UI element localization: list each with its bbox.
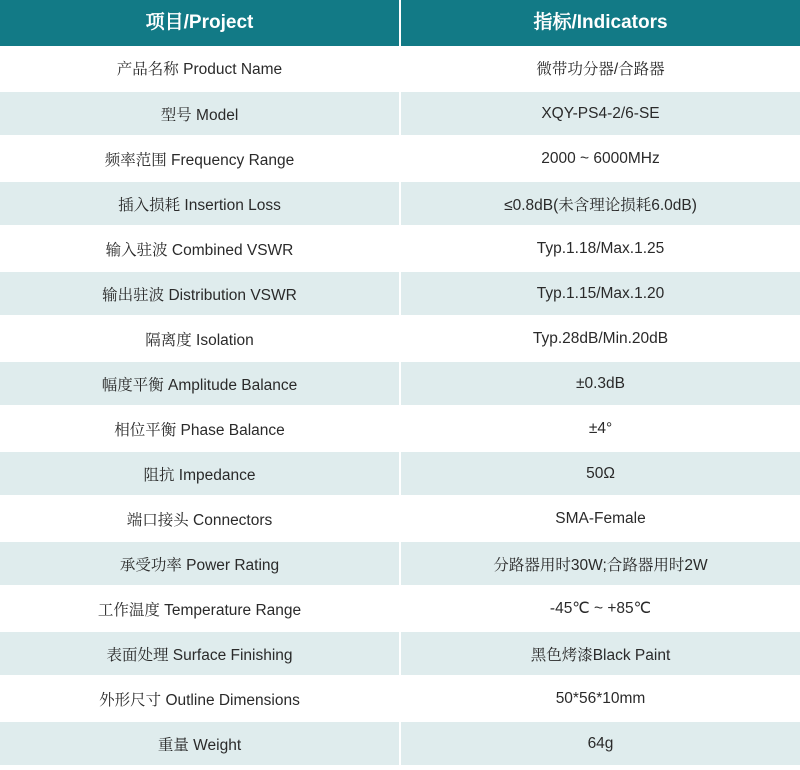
table-row [0,721,800,766]
table-row [0,361,800,406]
cell-project: 端口接头 Connectors [0,496,400,541]
cell-indicator: XQY-PS4-2/6-SE [400,91,800,136]
cell-indicator: 黑色烤漆Black Paint [400,631,800,676]
cell-indicator: Typ.28dB/Min.20dB [400,316,800,361]
cell-project: 型号 Model [0,91,400,136]
table-row [0,226,800,271]
cell-indicator: 50Ω [400,451,800,496]
table-row [0,541,800,586]
table-row [0,496,800,541]
table-row [0,676,800,721]
table-row [0,91,800,136]
cell-indicator: 2000 ~ 6000MHz [400,136,800,181]
cell-project: 承受功率 Power Rating [0,541,400,586]
cell-project: 幅度平衡 Amplitude Balance [0,361,400,406]
cell-indicator: SMA-Female [400,496,800,541]
table-row [0,406,800,451]
cell-project: 插入损耗 Insertion Loss [0,181,400,226]
table-header-row [0,0,800,46]
table-row [0,316,800,361]
cell-indicator: Typ.1.15/Max.1.20 [400,271,800,316]
cell-indicator: 微带功分器/合路器 [400,46,800,91]
table-row [0,451,800,496]
cell-project: 重量 Weight [0,721,400,766]
cell-project: 频率范围 Frequency Range [0,136,400,181]
table-row [0,46,800,91]
cell-project: 输入驻波 Combined VSWR [0,226,400,271]
cell-indicator: 分路器用时30W;合路器用时2W [400,541,800,586]
cell-project: 输出驻波 Distribution VSWR [0,271,400,316]
column-header-project: 项目/Project [0,0,400,46]
table-header [0,0,800,46]
table-row [0,271,800,316]
cell-project: 隔离度 Isolation [0,316,400,361]
cell-indicator: ±0.3dB [400,361,800,406]
cell-project: 阻抗 Impedance [0,451,400,496]
table-row [0,181,800,226]
table-row [0,631,800,676]
cell-project: 表面处理 Surface Finishing [0,631,400,676]
cell-indicator: 50*56*10mm [400,676,800,721]
cell-project: 工作温度 Temperature Range [0,586,400,631]
cell-indicator: -45℃ ~ +85℃ [400,586,800,631]
cell-indicator: 64g [400,721,800,766]
cell-indicator: ≤0.8dB(未含理论损耗6.0dB) [400,181,800,226]
cell-indicator: ±4° [400,406,800,451]
cell-indicator: Typ.1.18/Max.1.25 [400,226,800,271]
table-row [0,586,800,631]
cell-project: 相位平衡 Phase Balance [0,406,400,451]
table-body [0,46,800,766]
column-header-indicators: 指标/Indicators [400,0,800,46]
table-row [0,136,800,181]
cell-project: 外形尺寸 Outline Dimensions [0,676,400,721]
cell-project: 产品名称 Product Name [0,46,400,91]
